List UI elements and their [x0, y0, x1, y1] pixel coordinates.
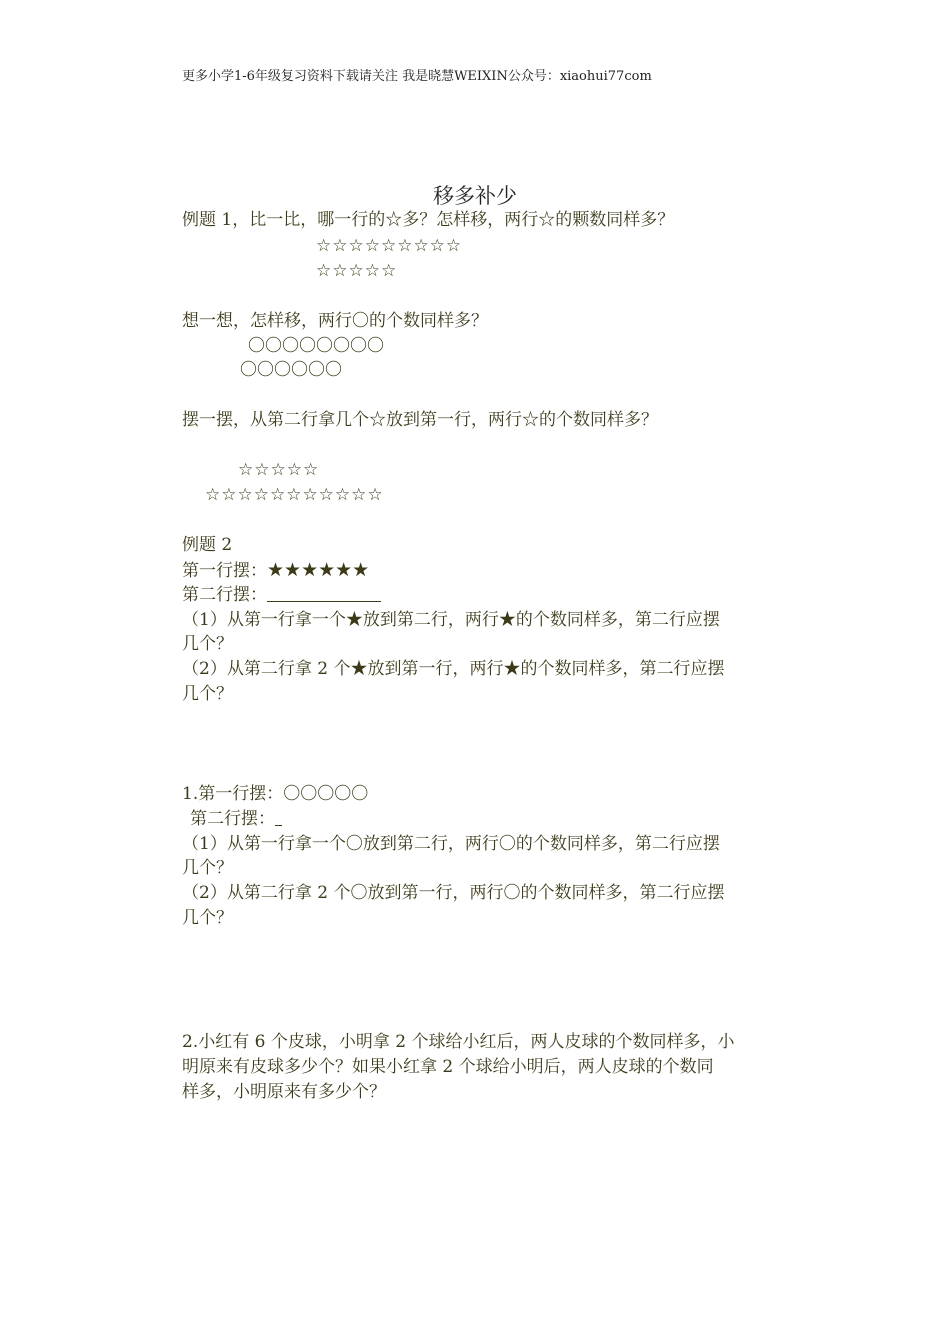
practice1-q2-line1: （2）从第二行拿 2 个〇放到第一行，两行〇的个数同样多，第二行应摆: [182, 883, 725, 903]
practice1-answer-blank[interactable]: [275, 809, 282, 826]
practice1-q2-line2: 几个？: [182, 908, 233, 928]
practice1-row1-circles: 〇〇〇〇〇: [283, 784, 369, 804]
arrange-row1: ☆☆☆☆☆: [238, 460, 320, 480]
practice1-row2: [190, 807, 282, 832]
example2-row1-stars: ★★★★★★: [267, 559, 370, 581]
arrange-question: 摆一摆，从第二行拿几个☆放到第一行，两行☆的个数同样多？: [182, 410, 658, 430]
example2-q2-line1: （2）从第二行拿 2 个★放到第一行，两行★的个数同样多，第二行应摆: [182, 659, 725, 679]
example2-q1-line1: （1）从第一行拿一个★放到第二行，两行★的个数同样多，第二行应摆: [182, 610, 720, 630]
example1-row2: ☆☆☆☆☆: [316, 261, 398, 281]
example2-row2-label: 第二行摆：: [182, 585, 267, 605]
think-question: 想一想，怎样移，两行〇的个数同样多？: [182, 311, 488, 331]
example2-row1-label: 第一行摆：: [182, 561, 267, 581]
page-header: 更多小学1-6年级复习资料下载请关注 我是晓慧WEIXIN公众号：xiaohui77com: [182, 69, 652, 84]
practice2-line2: 明原来有皮球多少个？如果小红拿 2 个球给小明后，两人皮球的个数同: [182, 1057, 714, 1077]
example1-row1: ☆☆☆☆☆☆☆☆☆: [316, 236, 463, 256]
example2-row1: [182, 558, 369, 584]
practice2-line1: 2.小红有 6 个皮球，小明拿 2 个球给小红后，两人皮球的个数同样多，小: [182, 1032, 735, 1052]
practice1-q1-line2: 几个？: [182, 858, 233, 878]
think-row1: 〇〇〇〇〇〇〇〇: [248, 336, 384, 356]
example1-question: 例题 1，比一比，哪一行的☆多？怎样移，两行☆的颗数同样多？: [182, 210, 675, 230]
arrange-row2: ☆☆☆☆☆☆☆☆☆☆☆: [205, 485, 384, 505]
example2-answer-blank[interactable]: [267, 585, 381, 602]
example2-label: 例题 2: [182, 535, 233, 555]
example2-q1-line2: 几个？: [182, 634, 233, 654]
example2-row2: [182, 583, 381, 608]
example2-q2-line2: 几个？: [182, 684, 233, 704]
practice1-row2-label: 第二行摆：: [190, 809, 275, 829]
practice1-q1-line1: （1）从第一行拿一个〇放到第二行，两行〇的个数同样多，第二行应摆: [182, 834, 720, 854]
practice1-row1: [182, 782, 368, 807]
page-title: 移多补少: [433, 184, 517, 208]
practice1-row1-label: 1.第一行摆：: [182, 784, 284, 804]
think-row2: 〇〇〇〇〇〇: [240, 360, 342, 380]
practice2-line3: 样多，小明原来有多少个？: [182, 1082, 386, 1102]
